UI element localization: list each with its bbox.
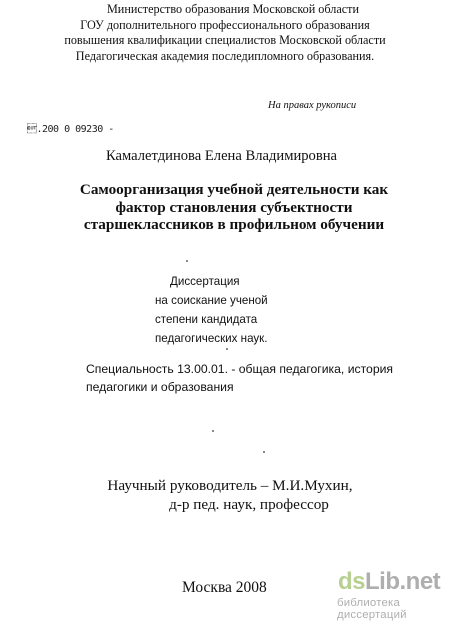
city-year: Москва 2008 bbox=[182, 579, 267, 596]
ministry-line: ГОУ дополнительного профессионального образования bbox=[80, 17, 370, 32]
watermark-tagline: библиотека диссертаций bbox=[337, 597, 407, 621]
watermark-logo-lib: Lib.net bbox=[365, 568, 441, 595]
title-line: старшеклассников в профильном обучении bbox=[83, 216, 385, 233]
scan-speck bbox=[263, 451, 265, 453]
degree-line: на соискание ученой bbox=[155, 294, 268, 307]
dissertation-title bbox=[0, 181, 450, 234]
ministry-line: Министерство образования Московской области bbox=[106, 2, 360, 16]
ministry-header bbox=[0, 2, 450, 64]
ministry-line: Педагогическая академия последипломного образования. bbox=[75, 48, 375, 63]
author-name: Камалетдинова Елена Владимировна bbox=[106, 148, 338, 164]
degree-line: степени кандидата bbox=[155, 313, 258, 326]
scan-speck bbox=[212, 430, 214, 432]
scan-speck bbox=[226, 348, 228, 350]
dslib-watermark bbox=[330, 566, 448, 621]
scan-speck bbox=[186, 260, 188, 262]
watermark-logo-ds: ds bbox=[338, 568, 366, 595]
specialty-block bbox=[86, 361, 393, 396]
title-line: фактор становления субъектности bbox=[115, 198, 353, 216]
registration-code: .200 0 09230 - bbox=[27, 124, 114, 135]
supervisor-line: д-р пед. наук, профессор bbox=[169, 496, 329, 513]
supervisor-block bbox=[0, 476, 450, 514]
watermark-logo bbox=[338, 568, 440, 596]
manuscript-note: На правах рукописи bbox=[268, 100, 357, 111]
specialty-line: педагогики и образования bbox=[86, 379, 234, 394]
ministry-line: повышения квалификации специалистов Московской области bbox=[64, 33, 386, 47]
degree-line: педагогических наук. bbox=[155, 332, 268, 345]
specialty-line: Специальность 13.00.01. - общая педагогика, история bbox=[86, 362, 394, 376]
degree-block bbox=[155, 272, 268, 348]
title-line: Самоорганизация учебной деятельности как bbox=[79, 181, 389, 198]
degree-line: Диссертация bbox=[170, 275, 240, 288]
supervisor-line: Научный руководитель – М.И.Мухин, bbox=[107, 477, 353, 494]
